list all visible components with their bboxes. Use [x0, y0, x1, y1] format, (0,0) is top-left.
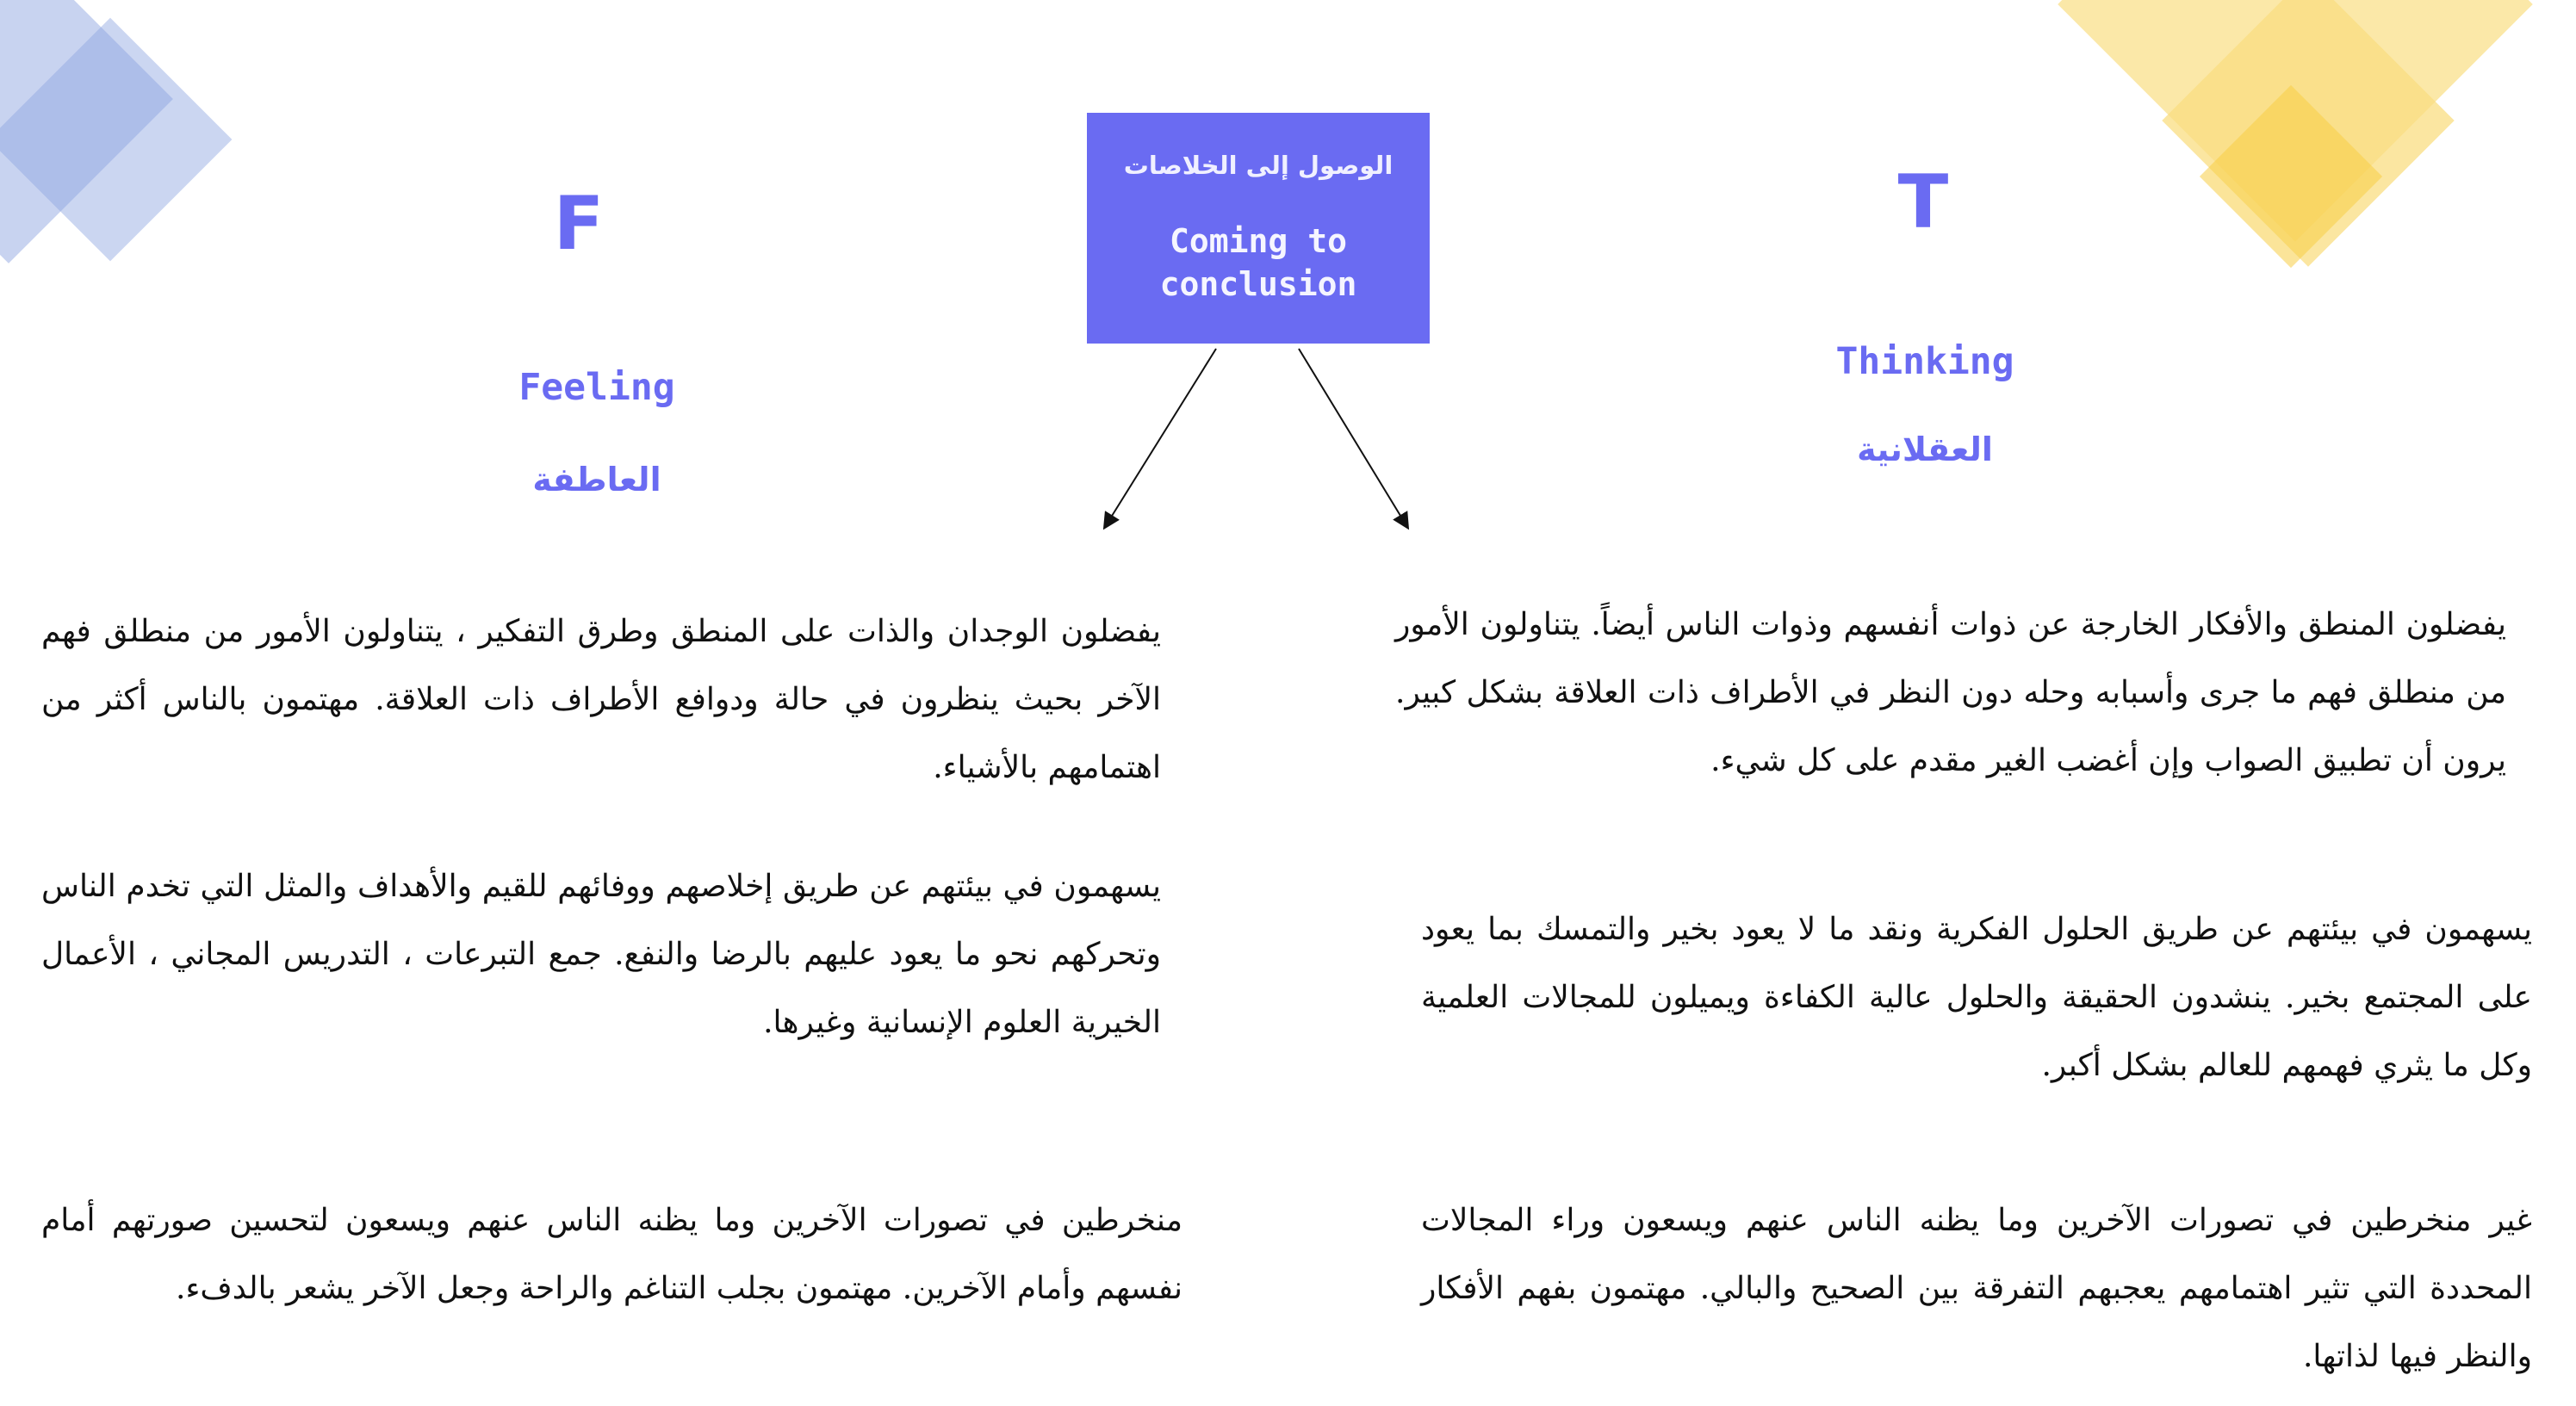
- feeling-paragraph-1: يفضلون الوجدان والذات على المنطق وطرق التفكير ، يتناولون الأمور من منطلق فهم الآخر بحيث ينظرون في حالة ودوافع الأطراف ذات العلاقة. مهتمون بالناس أكثر من اهتمامهم بالأشياء.: [41, 614, 1161, 785]
- feeling-paragraph-3: منخرطين في تصورات الآخرين وما يظنه الناس عنهم ويسعون لتحسين صورتهم أمام نفسهم وأمام الآخرين. مهتمون بجلب التناغم والراحة وجعل الآخر يشعر بالدفء.: [41, 1203, 1182, 1306]
- feeling-paragraph-2: يسهمون في بيئتهم عن طريق إخلاصهم ووفائهم للقيم والأهداف والمثل التي تخدم الناس وتحركهم نحو ما يعود عليهم بالرضا والنفع. جمع التبرعات ، التدريس المجاني ، الأعمال الخيرية العلوم الإنسانية وغيرها.: [41, 869, 1161, 1040]
- feeling-label-arabic: العاطفة: [532, 461, 661, 499]
- feeling-label-english: Feeling: [518, 366, 675, 409]
- thinking-label-english: Thinking: [1835, 340, 2014, 383]
- feeling-letter: F: [553, 181, 605, 267]
- thinking-paragraph-1: يفضلون المنطق والأفكار الخارجة عن ذوات أنفسهم وذوات الناس أيضاً. يتناولون الأمور من منطلق فهم ما جرى وأسبابه وحله دون النظر في الأطراف ذات العلاقة بشكل كبير. يرون أن تطبيق الصواب وإن أغضب الغير مقدم على كل شيء.: [1395, 607, 2506, 778]
- central-concept-box: [1087, 113, 1430, 344]
- central-title-english: Coming to conclusion: [1159, 222, 1357, 303]
- thinking-label-arabic: العقلانية: [1857, 430, 1993, 468]
- arrow-to-thinking: [1299, 349, 1407, 527]
- thinking-letter: T: [1897, 159, 1949, 245]
- thinking-paragraph-2: يسهمون في بيئتهم عن طريق الحلول الفكرية ونقد ما لا يعود بخير والتمسك بما يعود على المجتمع بخير. ينشدون الحقيقة والحلول عالية الكفاءة ويميلون للمجالات العلمية وكل ما يثري فهمهم للعالم بشكل أكبر.: [1421, 912, 2532, 1083]
- central-title-arabic: الوصول إلى الخلاصات: [1123, 151, 1394, 180]
- arrow-to-feeling: [1105, 349, 1216, 527]
- thinking-paragraph-3: غير منخرطين في تصورات الآخرين وما يظنه الناس عنهم ويسعون وراء المجالات المحددة التي تثير اهتمامهم يعجبهم التفرقة بين الصحيح والبالي. مهتمون بفهم الأفكار والنظر فيها لذاتها.: [1421, 1203, 2532, 1374]
